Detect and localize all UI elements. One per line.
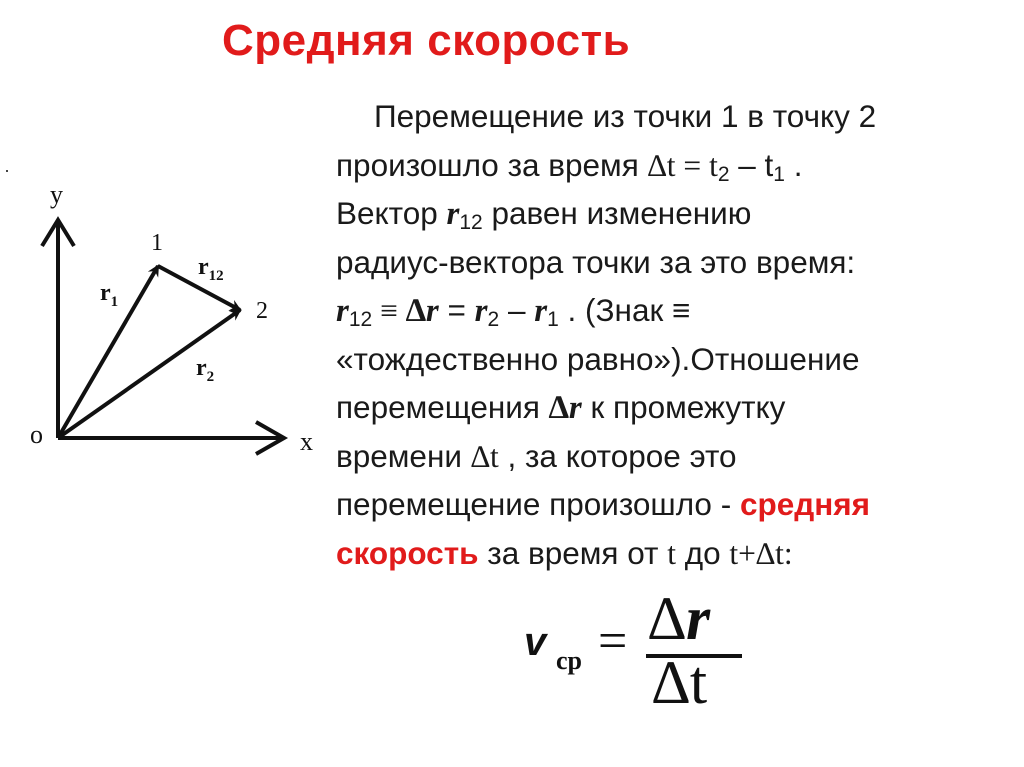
point-1-label: 1 bbox=[151, 230, 163, 256]
definition-paragraph bbox=[336, 92, 1016, 577]
velocity-subscript: cp bbox=[556, 646, 582, 675]
origin-label: o bbox=[30, 420, 43, 449]
paragraph-line-3: Вектор $r_{12}$ равен изменению bbox=[336, 195, 752, 234]
r2-label: $r_2$ bbox=[196, 355, 215, 385]
paragraph-line-2: произошло за время $\Delta t = t_2 - t_1$ . bbox=[336, 146, 803, 186]
vector-diagram bbox=[0, 150, 340, 480]
point-2-label: 2 bbox=[256, 298, 268, 324]
paragraph-line-6: «тождественно равно»).Отношение bbox=[336, 340, 860, 377]
r12-label: $r_{12}$ bbox=[198, 254, 224, 284]
formula-denominator: ∆t bbox=[652, 649, 708, 717]
paragraph-line-1: Перемещение из точки 1 в точку 2 bbox=[374, 98, 877, 134]
r1-label: $r_1$ bbox=[100, 280, 119, 310]
slide-title: Средняя скорость bbox=[222, 16, 631, 65]
equals-sign: = bbox=[598, 613, 628, 670]
velocity-symbol: v bbox=[524, 620, 547, 664]
paragraph-line-7: перемещения ∆r к промежутку bbox=[336, 389, 786, 426]
average-velocity-formula bbox=[520, 585, 740, 717]
formula-numerator: ∆r bbox=[648, 585, 711, 653]
x-axis-label: x bbox=[300, 427, 313, 456]
y-axis-label: y bbox=[50, 180, 63, 209]
paragraph-line-10: скорость за время от t до t+∆t: bbox=[336, 534, 793, 571]
paragraph-line-9: перемещение произошло - средняя bbox=[336, 486, 871, 522]
paragraph-line-4: радиус-вектора точки за это время: bbox=[336, 243, 856, 280]
paragraph-line-5: $r_{12} \equiv \Delta r = r_2 - r_1$ . (Знак ≡ bbox=[336, 292, 691, 331]
paragraph-line-8: времени ∆t , за которое это bbox=[336, 437, 737, 474]
